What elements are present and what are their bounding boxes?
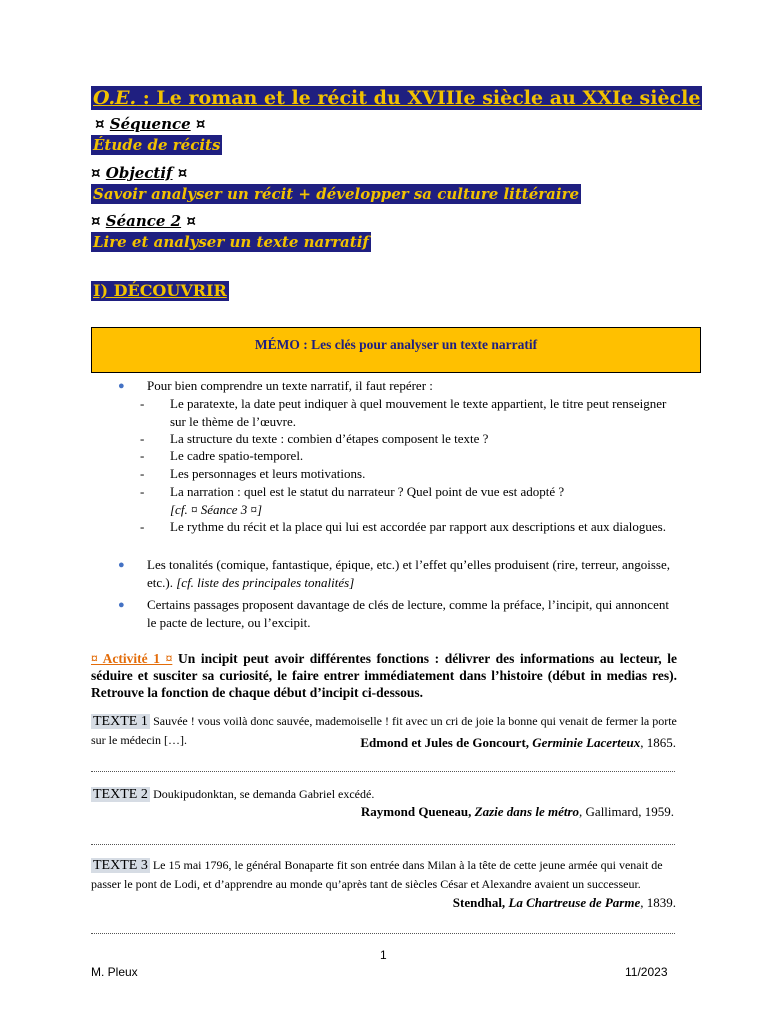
footer-date: 11/2023 (625, 965, 668, 979)
seance-value: Lire et analyser un texte narratif (93, 233, 369, 251)
text-label: TEXTE 1 (93, 714, 148, 729)
text-2: TEXTE 2 Doukipudonktan, se demanda Gabriel excédé. (93, 787, 375, 802)
text-3-source: Stendhal, La Chartreuse de Parme, 1839. (452, 895, 676, 910)
text-2-source: Raymond Queneau, Zazie dans le métro, Gallimard, 1959. (360, 804, 674, 819)
dash-item-5: - La narration : quel est le statut du narrateur ? Quel point de vue est adopté ? [cf. ¤ Séance 3 ¤] (140, 484, 565, 517)
answer-line[interactable] (91, 843, 675, 845)
text-label: TEXTE 3 (93, 858, 148, 873)
oe-title: : Le roman et le récit du XVIIIe siècle au XXIe siècle (136, 87, 701, 109)
dash-item-1: - Le paratexte, la date peut indiquer à quel mouvement le texte appartient, le titre peut renseigner sur le thème de l’œuvre. (140, 396, 667, 429)
dash-item-4: - Les personnages et leurs motivations. (140, 466, 366, 481)
oe-prefix: O.E. (93, 87, 137, 109)
memo-box (91, 327, 701, 373)
sequence-label: ¤ Séquence ¤ (95, 115, 206, 133)
footer-author: M. Pleux (91, 965, 138, 979)
activity-instruction: Un incipit peut avoir différentes fonctions : délivrer des informations au lecteur, le séduire et susciter sa curiosité, le faire entrer immédiatement dans l’histoire (début in medias res). Retrouve la fonction de chaque début d’incipit ci-dessous. (91, 651, 677, 700)
dash-item-2: - La structure du texte : combien d’étapes composent le texte ? (140, 431, 489, 446)
bullet-dot-icon: ● (118, 559, 125, 571)
seance-label: ¤ Séance 2 ¤ (91, 212, 196, 230)
text-3: TEXTE 3 Le 15 mai 1796, le général Bonaparte fit son entrée dans Milan à la tête de cette jeune armée qui venait de passer le pont de Lodi, et d’apprendre au monde qu’après tant de siècles César et Alexandre avaient un successeur. (91, 858, 663, 891)
activity-label: ¤ Activité 1 ¤ (91, 651, 173, 666)
answer-line[interactable] (91, 770, 675, 772)
text-label: TEXTE 2 (93, 787, 148, 802)
dash-item-3: - Le cadre spatio-temporel. (140, 448, 304, 463)
bullet-1: ● Pour bien comprendre un texte narratif, il faut repérer : (118, 378, 433, 393)
memo-title: MÉMO : Les clés pour analyser un texte narratif (254, 337, 538, 352)
text-1-source: Edmond et Jules de Goncourt, Germinie Lacerteux, 1865. (360, 735, 676, 750)
bullet-3: ● Certains passages proposent davantage de clés de lecture, comme la préface, l’incipit, qui annoncent le pacte de lecture, ou l’excipit. (118, 597, 669, 630)
activity-1 (91, 650, 677, 701)
bullet-2: ● Les tonalités (comique, fantastique, épique, etc.) et l’effet qu’elles produisent (rire, terreur, angoisse, etc.). [cf. liste des principales tonalités] (118, 557, 671, 590)
page-title (91, 86, 702, 110)
objectif-label: ¤ Objectif ¤ (91, 164, 188, 182)
answer-line[interactable] (91, 932, 675, 934)
objectif-value: Savoir analyser un récit + développer sa culture littéraire (93, 185, 580, 203)
dash-item-6: - Le rythme du récit et la place qui lui est accordée par rapport aux descriptions et aux dialogues. (140, 519, 666, 534)
text-1: TEXTE 1 Sauvée ! vous voilà donc sauvée, mademoiselle ! fit avec un cri de joie la bonne qui venait de fermer la porte sur le médecin […]. (91, 714, 677, 747)
page-number: 1 (380, 948, 387, 962)
bullet-dot-icon: ● (118, 599, 125, 611)
bullet-dot-icon: ● (118, 380, 125, 392)
section-title: I) DÉCOUVRIR (93, 281, 227, 300)
sequence-value: Étude de récits (93, 136, 221, 154)
